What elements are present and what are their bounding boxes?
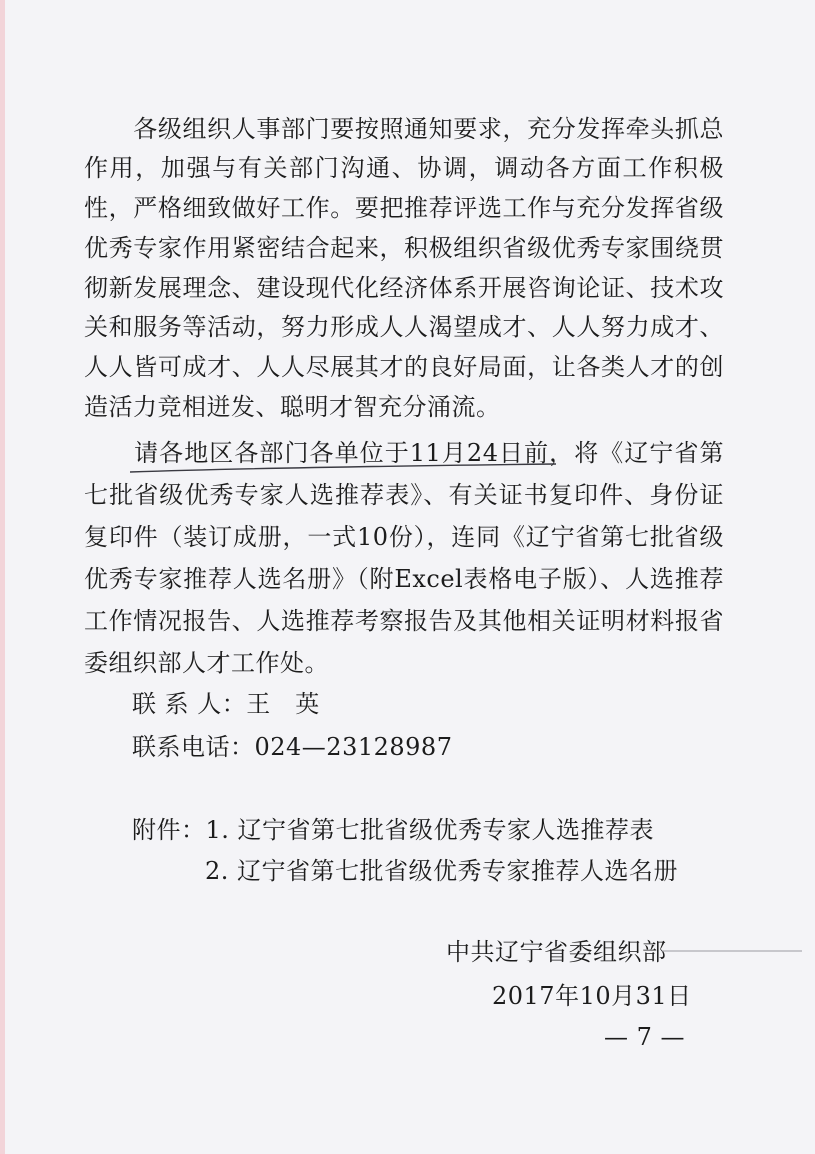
body-line-8: 造活力竞相迸发、聪明才智充分涌流。 <box>84 393 501 421</box>
body-line-4: 优秀专家作用紧密结合起来，积极组织省级优秀专家围绕贯 <box>84 234 724 262</box>
body-line-10: 七批省级优秀专家人选推荐表》、有关证书复印件、身份证 <box>84 481 724 509</box>
contact-phone: 联系电话：024—23128987 <box>132 733 453 761</box>
contact-person: 联 系 人：王 英 <box>132 690 320 718</box>
body-line-7: 人人皆可成才、人人尽展其才的良好局面，让各类人才的创 <box>84 353 724 381</box>
body-line-5: 彻新发展理念、建设现代化经济体系开展咨询论证、技术攻 <box>84 274 724 302</box>
pen-rule-mark <box>662 950 802 952</box>
attachment-item-1: 附件：1. 辽宁省第七批省级优秀专家人选推荐表 <box>132 816 655 844</box>
signing-organization: 中共辽宁省委组织部 <box>446 938 667 966</box>
page-number: — 7 — <box>604 1023 686 1051</box>
body-line-2: 作用，加强与有关部门沟通、协调，调动各方面工作积极 <box>84 154 724 182</box>
body-line-9: 请各地区各部门各单位于11月24日前，将《辽宁省第 <box>84 439 724 467</box>
body-line-12: 优秀专家推荐人选名册》（附Excel表格电子版）、人选推荐 <box>84 565 724 593</box>
body-line-6: 关和服务等活动，努力形成人人渴望成才、人人努力成才、 <box>84 313 724 341</box>
pen-underline-mark <box>128 462 558 476</box>
body-line-1: 各级组织人事部门要按照通知要求，充分发挥牵头抓总 <box>84 115 724 143</box>
body-line-13: 工作情况报告、人选推荐考察报告及其他相关证明材料报省 <box>84 607 724 635</box>
signing-date: 2017年10月31日 <box>492 982 692 1010</box>
attachment-item-2: 2. 辽宁省第七批省级优秀专家推荐人选名册 <box>205 857 679 885</box>
body-line-3: 性，严格细致做好工作。要把推荐评选工作与充分发挥省级 <box>84 194 724 222</box>
body-line-11: 复印件（装订成册，一式10份），连同《辽宁省第七批省级 <box>84 523 724 551</box>
body-line-14: 委组织部人才工作处。 <box>84 649 329 677</box>
